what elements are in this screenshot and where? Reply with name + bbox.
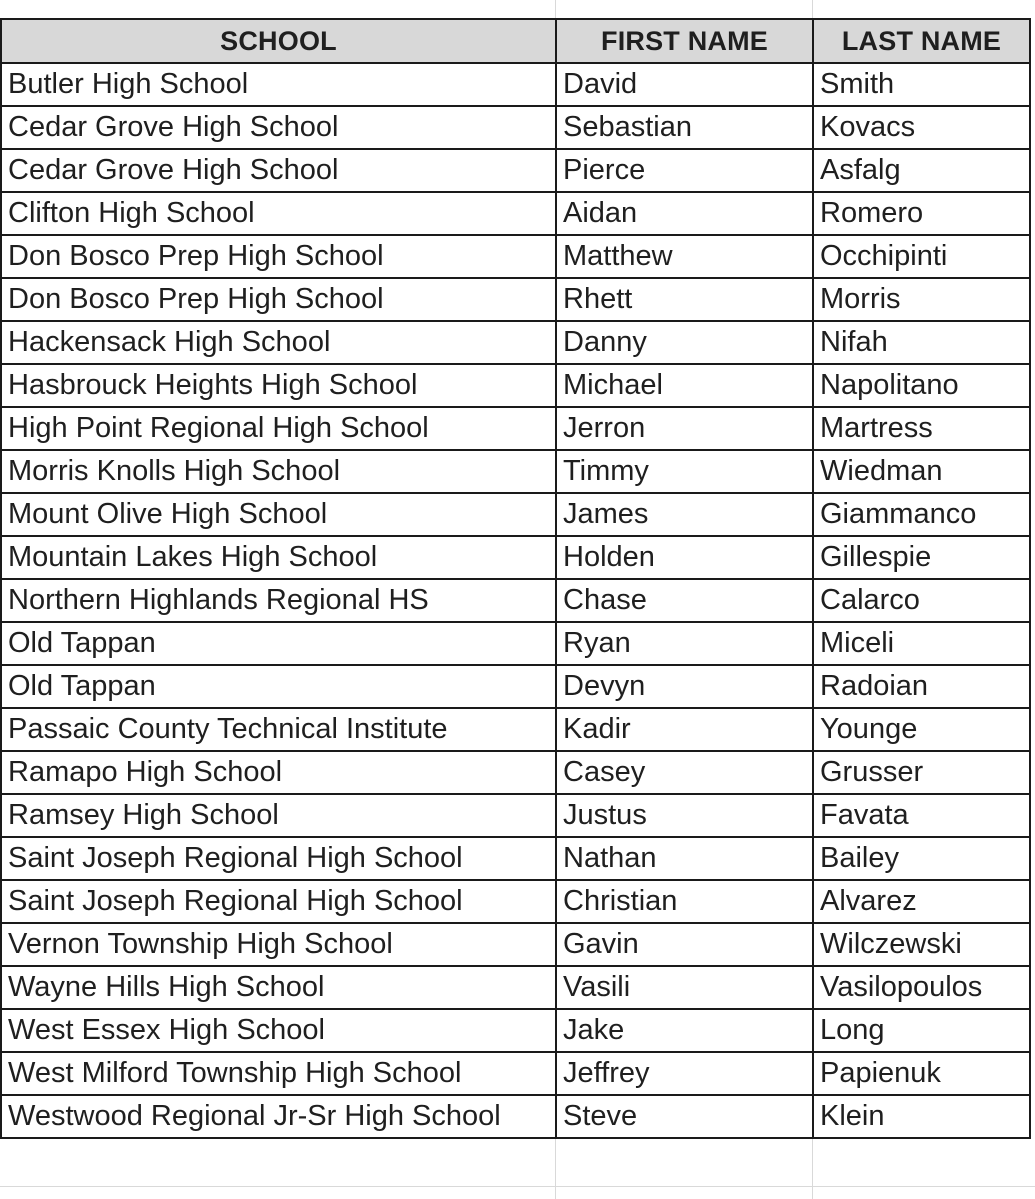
cell-first-name[interactable]: Michael	[556, 364, 813, 407]
cell-first-name[interactable]: Kadir	[556, 708, 813, 751]
cell-school[interactable]: Ramapo High School	[1, 751, 556, 794]
cell-first-name[interactable]: Danny	[556, 321, 813, 364]
cell-first-name[interactable]: Chase	[556, 579, 813, 622]
cell-first-name[interactable]: Holden	[556, 536, 813, 579]
table-row	[1, 751, 1030, 794]
cell-school[interactable]: Saint Joseph Regional High School	[1, 880, 556, 923]
table-row	[1, 321, 1030, 364]
table-row	[1, 493, 1030, 536]
cell-school[interactable]: West Milford Township High School	[1, 1052, 556, 1095]
header-school[interactable]: SCHOOL	[1, 19, 556, 63]
cell-school[interactable]: Old Tappan	[1, 622, 556, 665]
cell-school[interactable]: Ramsey High School	[1, 794, 556, 837]
cell-last-name[interactable]: Romero	[813, 192, 1030, 235]
cell-school[interactable]: Old Tappan	[1, 665, 556, 708]
cell-last-name[interactable]: Younge	[813, 708, 1030, 751]
cell-last-name[interactable]: Radoian	[813, 665, 1030, 708]
cell-last-name[interactable]: Asfalg	[813, 149, 1030, 192]
cell-first-name[interactable]: James	[556, 493, 813, 536]
table-row	[1, 966, 1030, 1009]
cell-last-name[interactable]: Papienuk	[813, 1052, 1030, 1095]
cell-first-name[interactable]: Gavin	[556, 923, 813, 966]
cell-last-name[interactable]: Gillespie	[813, 536, 1030, 579]
cell-last-name[interactable]: Morris	[813, 278, 1030, 321]
cell-last-name[interactable]: Alvarez	[813, 880, 1030, 923]
cell-first-name[interactable]: Aidan	[556, 192, 813, 235]
cell-last-name[interactable]: Kovacs	[813, 106, 1030, 149]
table-row	[1, 708, 1030, 751]
cell-school[interactable]: Butler High School	[1, 63, 556, 106]
table-row	[1, 278, 1030, 321]
cell-school[interactable]: Don Bosco Prep High School	[1, 278, 556, 321]
cell-school[interactable]: Morris Knolls High School	[1, 450, 556, 493]
table-row	[1, 923, 1030, 966]
roster-table	[0, 18, 1031, 1139]
table-row	[1, 106, 1030, 149]
table-row	[1, 364, 1030, 407]
cell-last-name[interactable]: Nifah	[813, 321, 1030, 364]
cell-first-name[interactable]: Jerron	[556, 407, 813, 450]
table-row	[1, 1052, 1030, 1095]
table-row	[1, 622, 1030, 665]
cell-first-name[interactable]: Casey	[556, 751, 813, 794]
cell-school[interactable]: Mountain Lakes High School	[1, 536, 556, 579]
cell-school[interactable]: Clifton High School	[1, 192, 556, 235]
table-row	[1, 450, 1030, 493]
header-first-name[interactable]: FIRST NAME	[556, 19, 813, 63]
cell-last-name[interactable]: Wilczewski	[813, 923, 1030, 966]
cell-first-name[interactable]: Ryan	[556, 622, 813, 665]
cell-last-name[interactable]: Grusser	[813, 751, 1030, 794]
table-row	[1, 1095, 1030, 1138]
table-row	[1, 837, 1030, 880]
cell-last-name[interactable]: Napolitano	[813, 364, 1030, 407]
cell-first-name[interactable]: Matthew	[556, 235, 813, 278]
cell-last-name[interactable]: Martress	[813, 407, 1030, 450]
cell-last-name[interactable]: Klein	[813, 1095, 1030, 1138]
cell-school[interactable]: Hackensack High School	[1, 321, 556, 364]
cell-school[interactable]: Vernon Township High School	[1, 923, 556, 966]
cell-first-name[interactable]: Rhett	[556, 278, 813, 321]
cell-last-name[interactable]: Calarco	[813, 579, 1030, 622]
cell-last-name[interactable]: Smith	[813, 63, 1030, 106]
cell-school[interactable]: Cedar Grove High School	[1, 106, 556, 149]
cell-first-name[interactable]: Steve	[556, 1095, 813, 1138]
table-row	[1, 579, 1030, 622]
table-row	[1, 235, 1030, 278]
cell-school[interactable]: Mount Olive High School	[1, 493, 556, 536]
cell-school[interactable]: Westwood Regional Jr-Sr High School	[1, 1095, 556, 1138]
cell-school[interactable]: West Essex High School	[1, 1009, 556, 1052]
cell-last-name[interactable]: Miceli	[813, 622, 1030, 665]
cell-last-name[interactable]: Giammanco	[813, 493, 1030, 536]
table-row	[1, 407, 1030, 450]
table-row	[1, 192, 1030, 235]
cell-first-name[interactable]: Sebastian	[556, 106, 813, 149]
cell-first-name[interactable]: Jake	[556, 1009, 813, 1052]
cell-school[interactable]: Cedar Grove High School	[1, 149, 556, 192]
table-row	[1, 536, 1030, 579]
cell-school[interactable]: Northern Highlands Regional HS	[1, 579, 556, 622]
table-row	[1, 794, 1030, 837]
table-row	[1, 665, 1030, 708]
cell-first-name[interactable]: Jeffrey	[556, 1052, 813, 1095]
cell-last-name[interactable]: Wiedman	[813, 450, 1030, 493]
gridline	[0, 1186, 1035, 1187]
cell-last-name[interactable]: Bailey	[813, 837, 1030, 880]
cell-school[interactable]: Hasbrouck Heights High School	[1, 364, 556, 407]
table-row	[1, 63, 1030, 106]
table-row	[1, 880, 1030, 923]
cell-last-name[interactable]: Long	[813, 1009, 1030, 1052]
cell-school[interactable]: Saint Joseph Regional High School	[1, 837, 556, 880]
cell-first-name[interactable]: Vasili	[556, 966, 813, 1009]
cell-school[interactable]: Passaic County Technical Institute	[1, 708, 556, 751]
cell-school[interactable]: Wayne Hills High School	[1, 966, 556, 1009]
cell-first-name[interactable]: David	[556, 63, 813, 106]
cell-last-name[interactable]: Favata	[813, 794, 1030, 837]
cell-last-name[interactable]: Occhipinti	[813, 235, 1030, 278]
table-body	[1, 63, 1030, 1138]
cell-school[interactable]: Don Bosco Prep High School	[1, 235, 556, 278]
table-row	[1, 1009, 1030, 1052]
header-row	[1, 19, 1030, 63]
cell-first-name[interactable]: Devyn	[556, 665, 813, 708]
cell-first-name[interactable]: Timmy	[556, 450, 813, 493]
cell-first-name[interactable]: Pierce	[556, 149, 813, 192]
cell-first-name[interactable]: Justus	[556, 794, 813, 837]
header-last-name[interactable]: LAST NAME	[813, 19, 1030, 63]
table-row	[1, 149, 1030, 192]
cell-school[interactable]: High Point Regional High School	[1, 407, 556, 450]
cell-first-name[interactable]: Nathan	[556, 837, 813, 880]
cell-last-name[interactable]: Vasilopoulos	[813, 966, 1030, 1009]
cell-first-name[interactable]: Christian	[556, 880, 813, 923]
